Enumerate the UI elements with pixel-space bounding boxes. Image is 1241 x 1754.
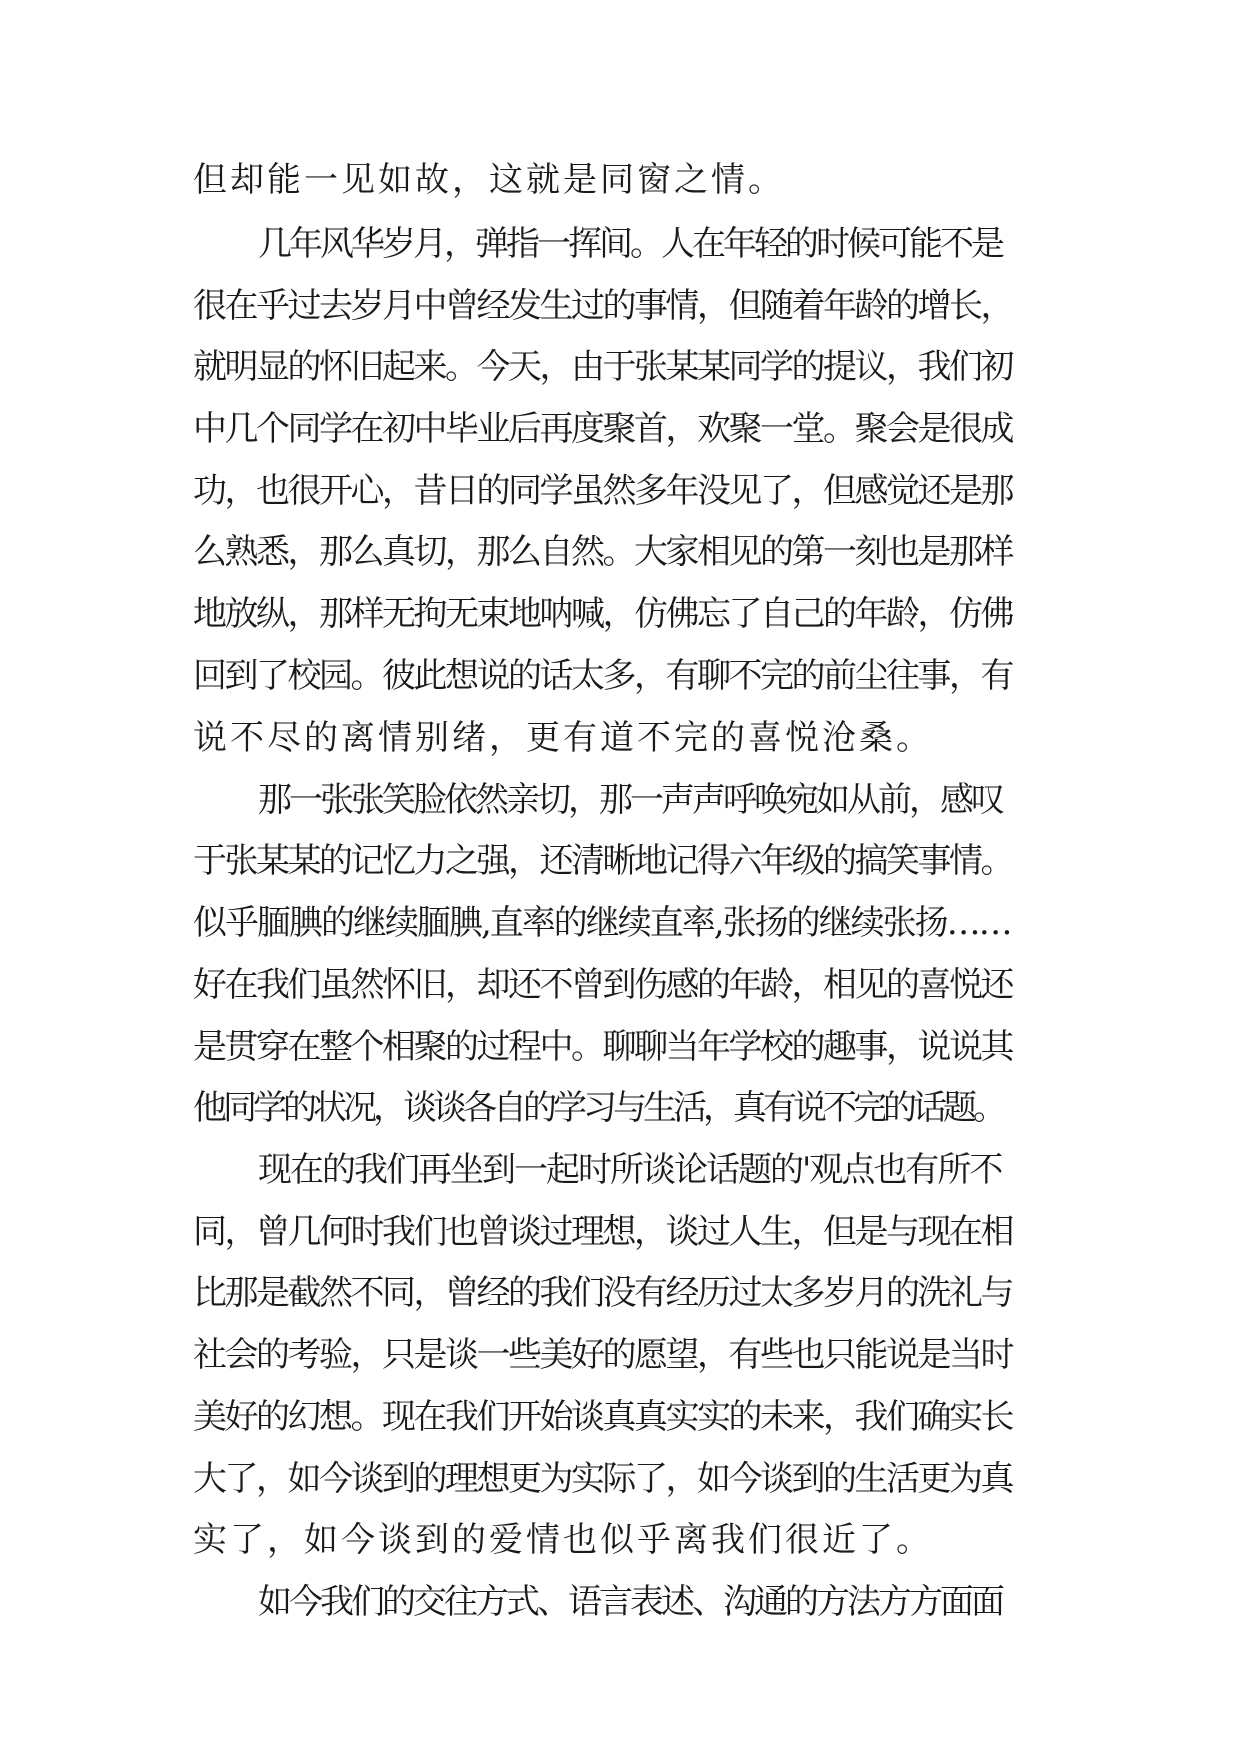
text-line: 是贯穿在整个相聚的过程中。聊聊当年学校的趣事，说说其	[193, 1027, 1012, 1067]
text-line: 好在我们虽然怀旧，却还不曾到伤感的年龄，相见的喜悦还	[193, 965, 1012, 1005]
text-line: 很在乎过去岁月中曾经发生过的事情，但随着年龄的增长，	[193, 286, 1012, 326]
text-line: 就明显的怀旧起来。今天，由于张某某同学的提议，我们初	[193, 347, 1012, 387]
text-line: 地放纵，那样无拘无束地呐喊，仿佛忘了自己的年龄，仿佛	[193, 594, 1012, 634]
text-line: 同，曾几何时我们也曾谈过理想，谈过人生，但是与现在相	[193, 1212, 1012, 1252]
text-line: 功，也很开心，昔日的同学虽然多年没见了，但感觉还是那	[193, 471, 1012, 511]
text-line: 大了，如今谈到的理想更为实际了，如今谈到的生活更为真	[193, 1459, 1012, 1499]
paragraph-start-line: 如今我们的交往方式、语言表述、沟通的方法方方面面	[258, 1582, 1002, 1622]
text-line: 美好的幻想。现在我们开始谈真真实实的未来，我们确实长	[193, 1397, 1012, 1437]
text-line: 实了，如今谈到的爱情也似乎离我们很近了。	[193, 1520, 933, 1560]
text-line: 但却能一见如故，这就是同窗之情。	[193, 160, 785, 200]
text-line: 他同学的状况，谈谈各自的学习与生活，真有说不完的话题。	[193, 1088, 1003, 1128]
paragraph-start-line: 现在的我们再坐到一起时所谈论话题的'观点也有所不	[258, 1150, 1002, 1190]
text-line: 么熟悉，那么真切，那么自然。大家相见的第一刻也是那样	[193, 532, 1012, 572]
text-line: 于张某某的记忆力之强，还清晰地记得六年级的搞笑事情。	[193, 841, 1012, 881]
text-line: 中几个同学在初中毕业后再度聚首，欢聚一堂。聚会是很成	[193, 409, 1012, 449]
text-line: 说不尽的离情别绪，更有道不完的喜悦沧桑。	[193, 718, 933, 758]
text-line: 社会的考验，只是谈一些美好的愿望，有些也只能说是当时	[193, 1335, 1012, 1375]
text-line: 似乎腼腆的继续腼腆,直率的继续直率,张扬的继续张扬……	[193, 903, 1011, 943]
paragraph-start-line: 几年风华岁月，弹指一挥间。人在年轻的时候可能不是	[258, 224, 1002, 264]
text-line: 回到了校园。彼此想说的话太多，有聊不完的前尘往事，有	[193, 656, 1012, 696]
text-line: 比那是截然不同，曾经的我们没有经历过太多岁月的洗礼与	[193, 1273, 1012, 1313]
paragraph-start-line: 那一张张笑脸依然亲切，那一声声呼唤宛如从前，感叹	[258, 780, 1002, 820]
